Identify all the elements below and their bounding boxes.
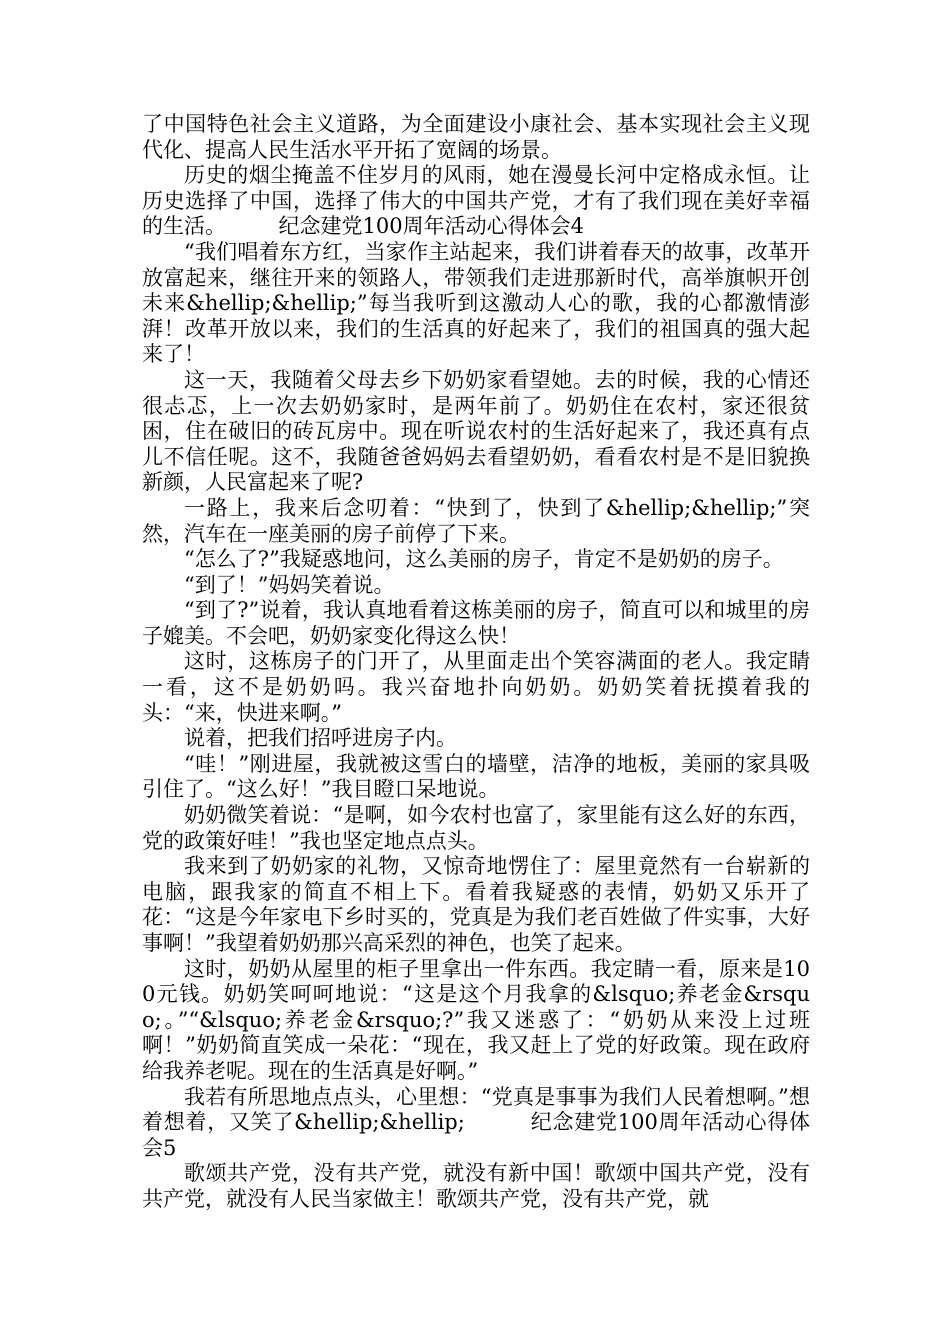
paragraph-15: 我若有所思地点点头，心里想：“党真是事事为我们人民着想啊。”想着想着，又笑了&hellip;&hellip; 纪念建党100周年活动心得体会5 xyxy=(142,1084,810,1160)
paragraph-8: “到了?”说着，我认真地看着这栋美丽的房子，简直可以和城里的房子媲美。不会吧，奶奶家变化得这么快！ xyxy=(142,598,810,648)
paragraph-14: 这时，奶奶从屋里的柜子里拿出一件东西。我定睛一看，原来是100元钱。奶奶笑呵呵地说：“这是这个月我拿的&lsquo;养老金&rsquo;。”“&lsquo;养老金&rsquo;?”我又迷惑了：“奶奶从来没上过班啊！”奶奶简直笑成一朵花：“现在，我又赶上了党的好政策。现在政府给我养老呢。现在的生活真是好啊。” xyxy=(142,956,810,1083)
paragraph-12: 奶奶微笑着说：“是啊，如今农村也富了，家里能有这么好的东西，党的政策好哇！”我也坚定地点点头。 xyxy=(142,803,810,853)
paragraph-13: 我来到了奶奶家的礼物，又惊奇地愣住了：屋里竟然有一台崭新的电脑，跟我家的简直不相上下。看着我疑惑的表情，奶奶又乐开了花：“这是今年家电下乡时买的，党真是为我们老百姓做了件实事，大好事啊！”我望着奶奶那兴高采烈的神色，也笑了起来。 xyxy=(142,854,810,955)
paragraph-3: “我们唱着东方红，当家作主站起来，我们讲着春天的故事，改革开放富起来，继往开来的领路人，带领我们走进那新时代，高举旗帜开创未来&hellip;&hellip;”每当我听到这激动人心的歌，我的心都激情澎湃！改革开放以来，我们的生活真的好起来了，我们的祖国真的强大起来了！ xyxy=(142,239,810,367)
paragraph-6: “怎么了?”我疑惑地问，这么美丽的房子，肯定不是奶奶的房子。 xyxy=(184,547,784,572)
paragraph-1: 了中国特色社会主义道路，为全面建设小康社会、基本实现社会主义现代化、提高人民生活水平开拓了宽阔的场景。 xyxy=(142,112,810,162)
paragraph-11: “哇！”刚进屋，我就被这雪白的墙壁，洁净的地板，美丽的家具吸引住了。“这么好！”我目瞪口呆地说。 xyxy=(142,751,810,802)
paragraph-5: 一路上，我来后念叨着：“快到了，快到了&hellip;&hellip;”突然，汽车在一座美丽的房子前停了下来。 xyxy=(142,495,810,546)
paragraph-7: “到了！”妈妈笑着说。 xyxy=(184,572,395,597)
paragraph-10: 说着，把我们招呼进房子内。 xyxy=(184,726,457,751)
paragraph-4: 这一天，我随着父母去乡下奶奶家看望她。去的时候，我的心情还很忐忑，上一次去奶奶家时，是两年前了。奶奶住在农村，家还很贫困，住在破旧的砖瓦房中。现在听说农村的生活好起来了，我还真有点儿不信任呢。这不，我随爸爸妈妈去看望奶奶，看看农村是不是旧貌换新颜，人民富起来了呢? xyxy=(142,367,810,495)
paragraph-16: 歌颂共产党，没有共产党，就没有新中国！歌颂中国共产党，没有共产党，就没有人民当家做主！歌颂共产党，没有共产党，就 xyxy=(142,1161,810,1211)
paragraph-9: 这时，这栋房子的门开了，从里面走出个笑容满面的老人。我定睛一看，这不是奶奶吗。我兴奋地扑向奶奶。奶奶笑着抚摸着我的头：“来，快进来啊。” xyxy=(142,649,810,725)
document-body xyxy=(142,112,810,1213)
paragraph-2: 历史的烟尘掩盖不住岁月的风雨，她在漫曼长河中定格成永恒。让历史选择了中国，选择了伟大的中国共产党，才有了我们现在美好幸福的生活。 纪念建党100周年活动心得体会4 xyxy=(142,163,810,239)
